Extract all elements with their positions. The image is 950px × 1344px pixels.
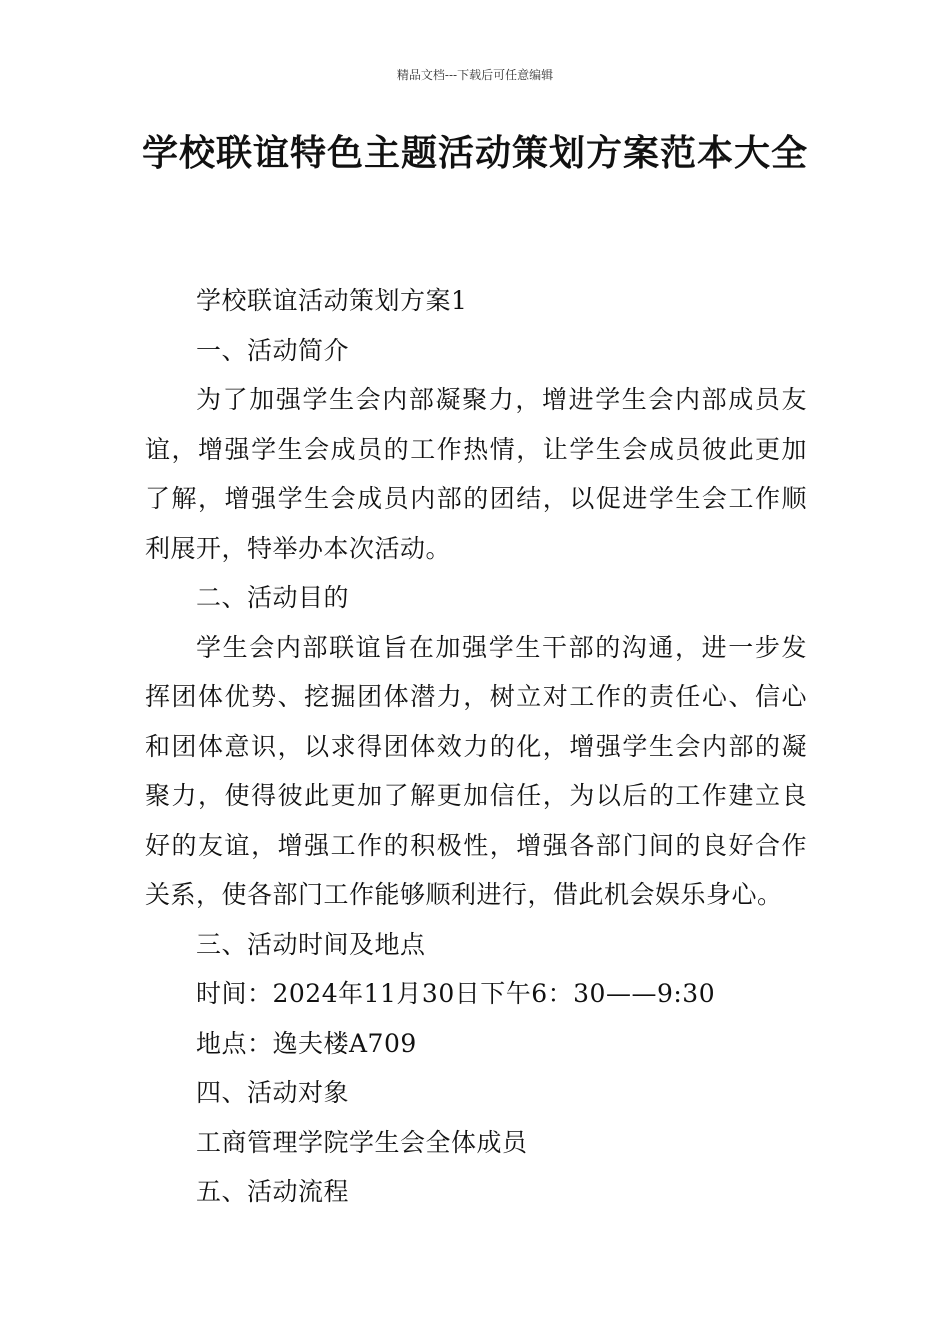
section-heading-intro: 一、活动简介	[196, 335, 350, 365]
section-heading-audience: 四、活动对象	[196, 1078, 350, 1107]
document-title: 学校联谊特色主题活动策划方案范本大全	[141, 133, 808, 174]
event-audience: 工商管理学院学生会全体成员	[196, 1127, 528, 1157]
paragraph-purpose: 学生会内部联谊旨在加强学生干部的沟通，进一步发挥团体优势、挖掘团体潜力，树立对工作的责任心、信心和团体意识，以求得团体效力的化，增强学生会内部的凝聚力，使得彼此更加了解更加信任，为以后的工作建立良好的友谊，增强工作的积极性，增强各部门间的良好合作关系，使各部门工作能够顺利进行，借此机会娱乐身心。	[145, 632, 807, 909]
page-header-note: 精品文档---下载后可任意编辑	[396, 68, 554, 82]
event-time: 时间：2024年11月30日下午6：30——9:30	[196, 979, 716, 1008]
plan-heading: 学校联谊活动策划方案1	[196, 286, 468, 315]
event-location: 地点：逸夫楼A709	[196, 1028, 417, 1058]
section-heading-purpose: 二、活动目的	[196, 583, 350, 612]
paragraph-intro: 为了加强学生会内部凝聚力，增进学生会内部成员友谊，增强学生会成员的工作热情，让学生会成员彼此更加了解，增强学生会成员内部的团结，以促进学生会工作顺利展开，特举办本次活动。	[145, 385, 807, 563]
section-heading-process: 五、活动流程	[196, 1177, 350, 1206]
section-heading-time-place: 三、活动时间及地点	[196, 929, 426, 959]
document-body	[145, 276, 807, 1217]
